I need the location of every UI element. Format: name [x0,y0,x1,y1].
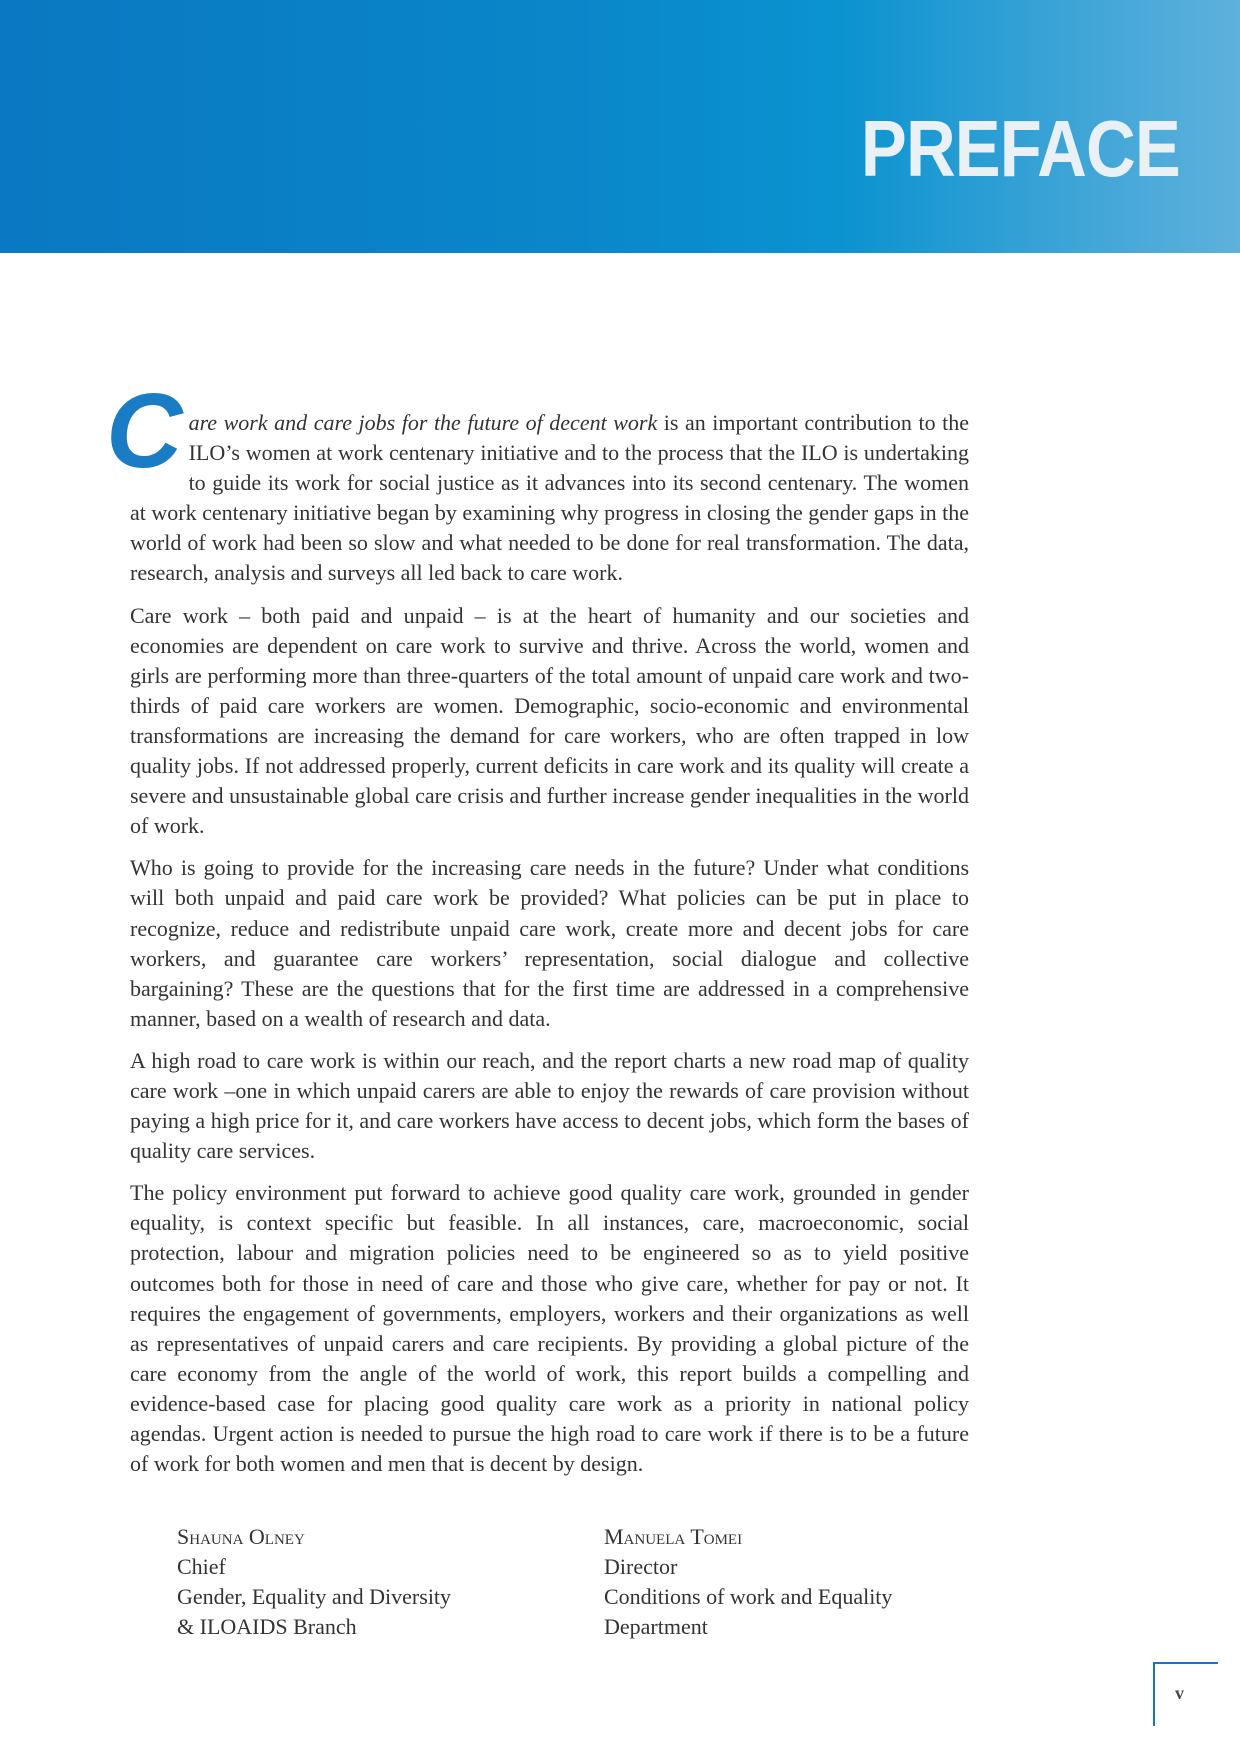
preface-body [106,372,969,1491]
signatory-org-line-2: & ILOAIDS Branch [177,1614,357,1639]
signature-left [177,1522,451,1642]
paragraph-1 [106,372,969,589]
signatory-org-line-2: Department [604,1614,708,1639]
paragraph-5: The policy environment put forward to achieve good quality care work, grounded in gender equality, is context specific but feasible. In all instances, care, macroeconomic, social protection, labour and migration policies need to be engineered so as to yield positive outcomes both for those in need of care and those who give care, whether for pay or not. It requires the engagement of governments, employers, workers and their organizations as well as representatives of unpaid carers and care recipients. By providing a global picture of the care economy from the angle of the world of work, this report builds a compelling and evidence-based case for placing good quality care work as a priority in national policy agendas. Urgent action is needed to pursue the high road to care work if there is to be a future of work for both women and men that is decent by design. [130,1180,969,1477]
page-title: PREFACE [861,104,1180,193]
signatory-title: Chief [177,1554,226,1579]
signatory-name: Shauna Olney [177,1524,305,1549]
signatory-org-line-1: Gender, Equality and Diversity [177,1584,452,1609]
signatory-name: Manuela Tomei [604,1524,743,1549]
signatory-title: Director [604,1554,678,1579]
signatory-org-line-1: Conditions of work and Equality [604,1584,893,1609]
paragraph-2: Care work – both paid and unpaid – is at the heart of humanity and our societies and economies are dependent on care work to survive and thrive. Across the world, women and girls are performing more than three-quarters of the total amount of unpaid care work and two-thirds of paid care workers are women. Demographic, socio-economic and environmental transformations are increasing the demand for care workers, who are often trapped in low quality jobs. If not addressed properly, current deficits in care work and its quality will create a severe and unsustainable global care crisis and further increase gender inequalities in the world of work. [130,602,969,839]
report-title-italic: are work and care jobs for the future of decent work [188,410,658,435]
paragraph-3: Who is going to provide for the increasing care needs in the future? Under what conditions will both unpaid and paid care work be provided? What policies can be put in place to recognize, reduce and redistribute unpaid care work, create more and decent jobs for care workers, and guarantee care workers’ representation, social dialogue and collective bargaining? These are the questions that for the first time are addressed in a comprehensive manner, based on a wealth of research and data. [130,855,969,1031]
signature-right [604,1522,892,1642]
paragraph-4: A high road to care work is within our reach, and the report charts a new road map of quality care work –one in which unpaid carers are able to enjoy the rewards of care provision without paying a high price for it, and care workers have access to decent jobs, which form the bases of quality care services. [130,1047,969,1164]
page-number-frame [1153,1662,1218,1726]
header-band [0,0,1240,253]
drop-cap: C [106,372,183,490]
paragraph-1-text: is an important contribution to the ILO’s women at work centenary initiative and to the process that the ILO is undertaking to guide its work for social justice as it advances into its second centenary. The women at work centenary initiative began by examining why progress in closing the gender gaps in the world of work had been so slow and what needed to be done for real transformation. The data, research, analysis and surveys all led back to care work. [130,410,969,586]
page-number: v [1175,1683,1184,1703]
